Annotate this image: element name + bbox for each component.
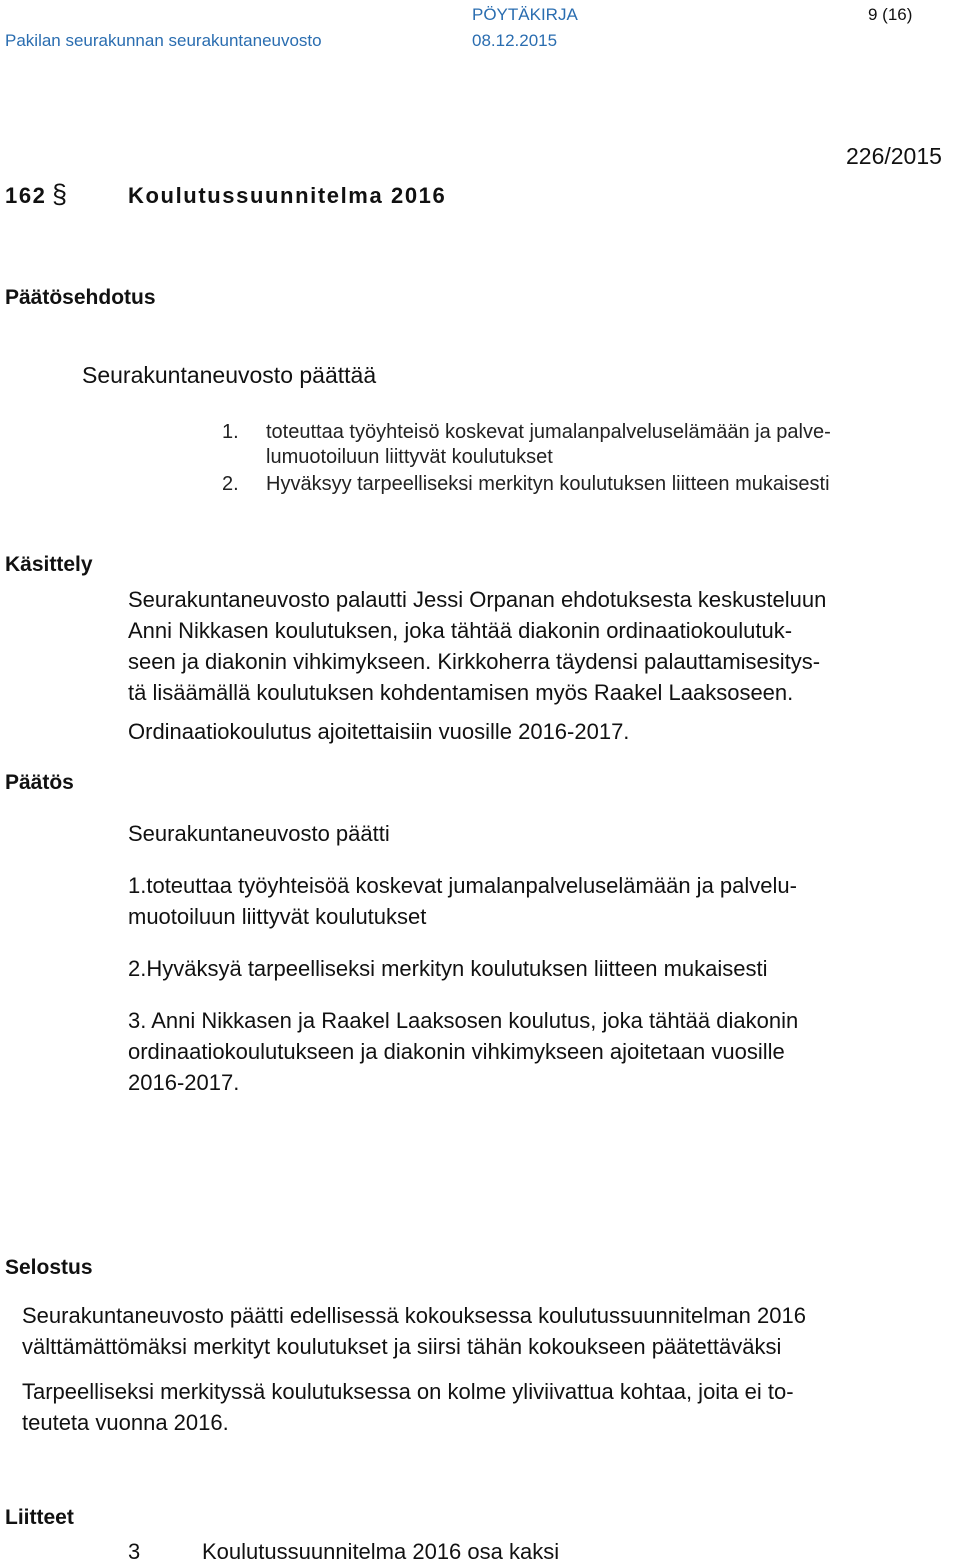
proposal-item-2-number: 2. [222,473,239,495]
proposal-item-1-line-1: toteuttaa työyhteisö koskevat jumalanpalveluselämään ja palve- [266,421,831,443]
header-doc-type: PÖYTÄKIRJA [472,5,578,24]
handling-heading: Käsittely [5,553,93,576]
decision-item-1-line-1: 1.toteuttaa työyhteisöä koskevat jumalanpalveluselämään ja palvelu- [128,873,797,898]
proposal-item-1-number: 1. [222,421,239,443]
case-number: 162 [5,183,47,208]
decision-item-3-line-2: ordinaatiokoulutukseen ja diakonin vihkimykseen ajoitetaan vuosille [128,1039,785,1064]
decision-heading: Päätös [5,771,74,794]
decision-item-1-line-2: muotoiluun liittyvät koulutukset [128,904,427,929]
handling-note: Ordinaatiokoulutus ajoitettaisiin vuosille 2016-2017. [128,719,630,744]
handling-line-1: Seurakuntaneuvosto palautti Jessi Orpanan ehdotuksesta keskusteluun [128,587,827,612]
handling-line-3: seen ja diakonin vihkimykseen. Kirkkoherra täydensi palauttamisesitys- [128,649,821,674]
decision-item-2-line-1: 2.Hyväksyä tarpeelliseksi merkityn koulutuksen liitteen mukaisesti [128,956,768,981]
header-organization: Pakilan seurakunnan seurakuntaneuvosto [5,31,322,50]
proposal-item-1-line-2: lumuotoiluun liittyvät koulutukset [266,446,553,468]
section-symbol-icon: § [52,179,68,209]
attachment-1-title: Koulutussuunnitelma 2016 osa kaksi [202,1539,560,1564]
attachments-heading: Liitteet [5,1506,74,1529]
explanation-paragraph-1 [22,1300,806,1362]
explanation-heading: Selostus [5,1256,93,1279]
handling-line-2: Anni Nikkasen koulutuksen, joka tähtää diakonin ordinaatiokoulutuk- [128,618,793,643]
attachment-1-number: 3 [128,1539,141,1564]
decision-intro: Seurakuntaneuvosto päätti [128,821,390,846]
case-reference: 226/2015 [846,143,942,169]
decision-item-1 [128,870,797,932]
proposal-heading: Päätösehdotus [5,286,156,309]
proposal-intro: Seurakuntaneuvosto päättää [82,362,377,388]
decision-item-3-line-3: 2016-2017. [128,1070,240,1095]
decision-item-3-line-1: 3. Anni Nikkasen ja Raakel Laaksosen koulutus, joka tähtää diakonin [128,1008,799,1033]
handling-text [128,584,826,708]
handling-line-4: tä lisäämällä koulutuksen kohdentamisen myös Raakel Laaksoseen. [128,680,794,705]
decision-item-2 [128,953,767,984]
explanation-paragraph-1-line-1: Seurakuntaneuvosto päätti edellisessä kokouksessa koulutussuunnitelman 2016 [22,1303,806,1328]
proposal-item-2-line-1: Hyväksyy tarpeelliseksi merkityn koulutuksen liitteen mukaisesti [266,473,830,495]
explanation-paragraph-2-line-2: teuteta vuonna 2016. [22,1410,229,1435]
header-page-number: 9 (16) [868,5,913,24]
decision-item-3 [128,1005,798,1098]
explanation-paragraph-2-line-1: Tarpeelliseksi merkityssä koulutuksessa on kolme yliviivattua kohtaa, joita ei to- [22,1379,794,1404]
case-title: Koulutussuunnitelma 2016 [128,183,447,208]
explanation-paragraph-1-line-2: välttämättömäksi merkityt koulutukset ja siirsi tähän kokoukseen päätettäväksi [22,1334,782,1359]
header-date: 08.12.2015 [472,31,558,50]
explanation-paragraph-2 [22,1376,794,1438]
